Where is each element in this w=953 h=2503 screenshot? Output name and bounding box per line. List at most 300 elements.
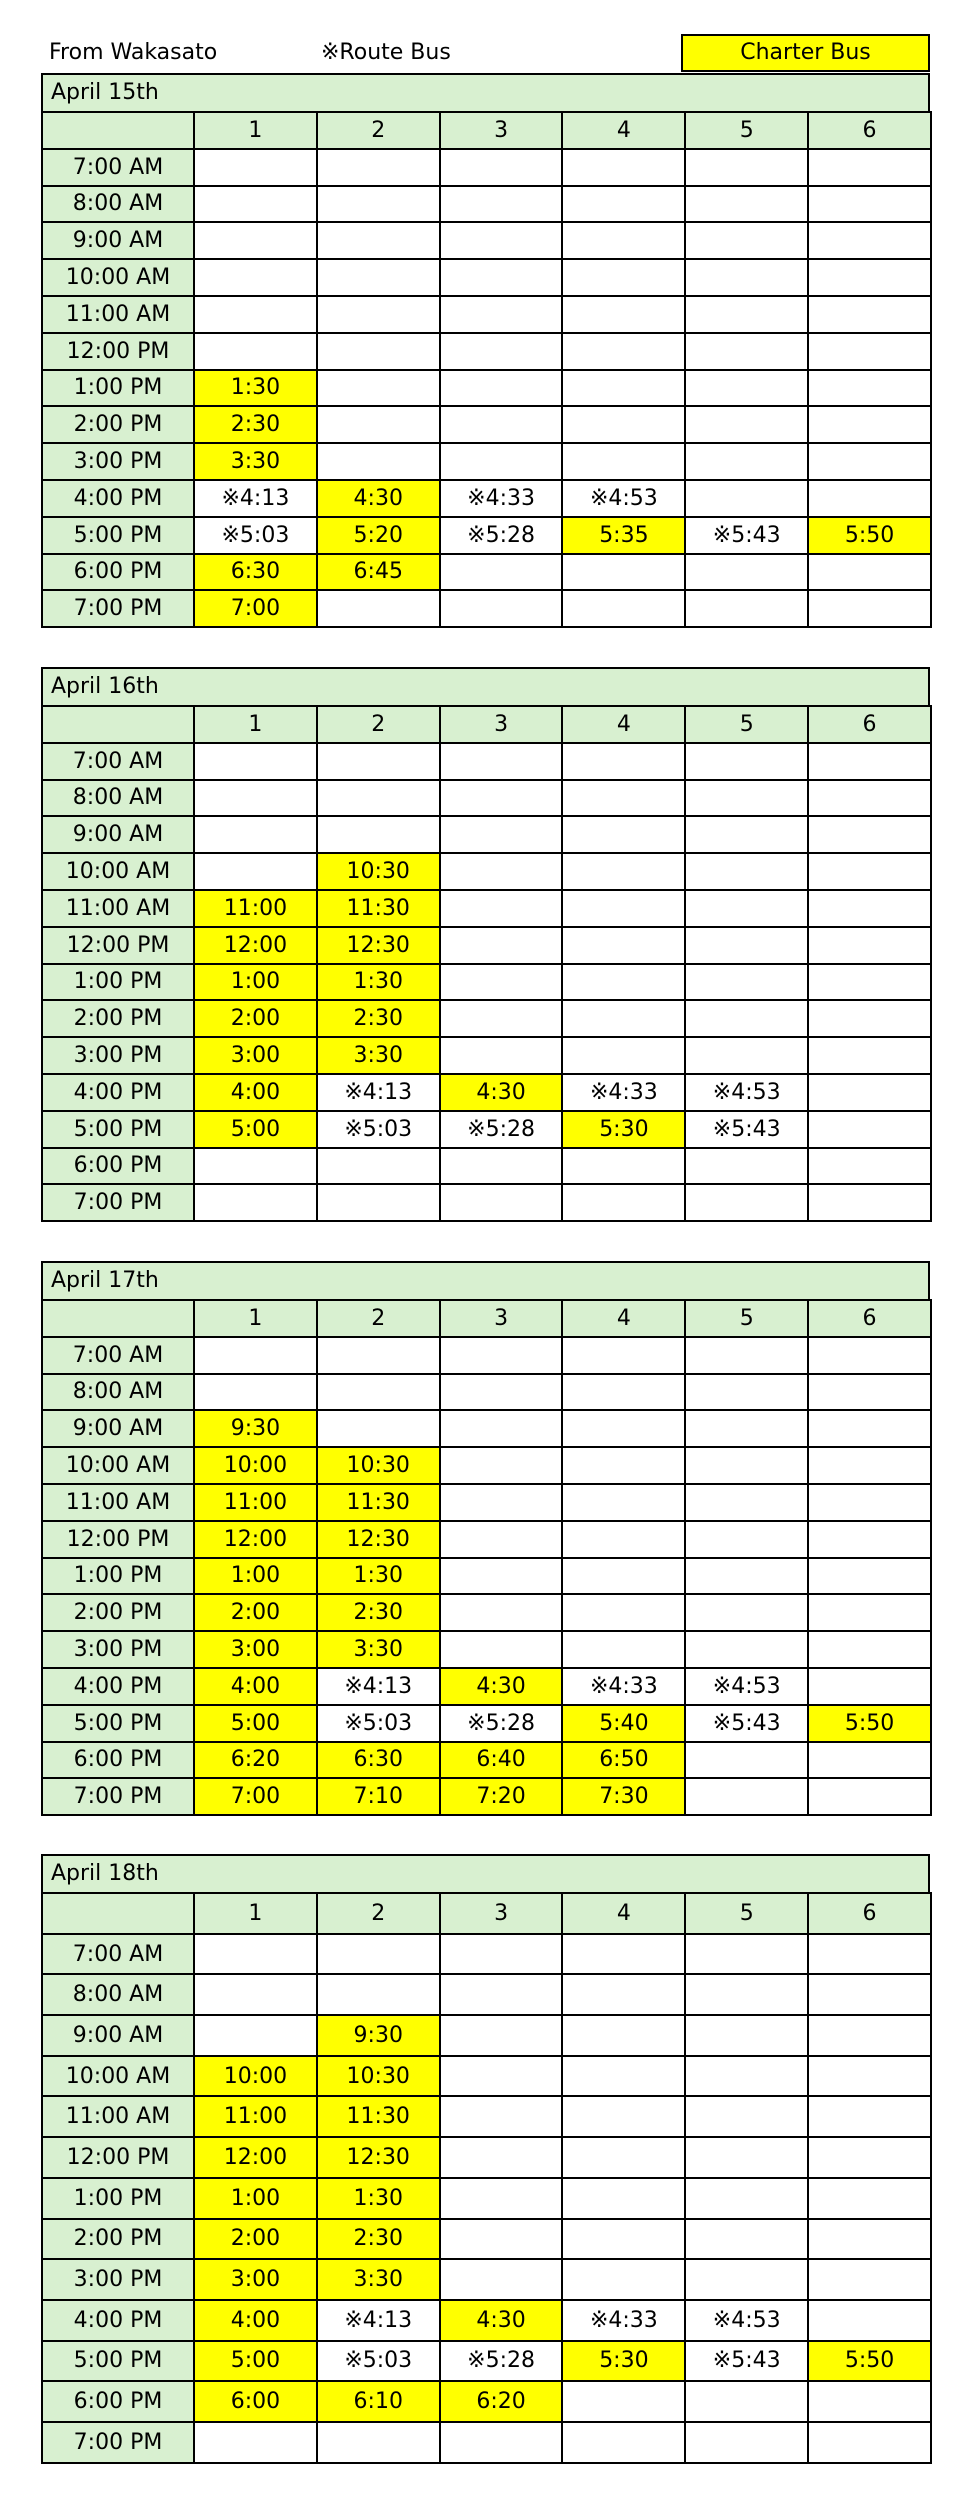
empty-slot: [440, 1484, 563, 1521]
empty-slot: [685, 406, 808, 443]
empty-slot: [562, 1521, 685, 1558]
table-row: [42, 890, 931, 927]
charter-bus-departure: 5:00: [194, 1705, 317, 1742]
empty-slot: [808, 780, 931, 817]
route-bus-departure: ※4:13: [317, 1668, 440, 1705]
timetable-day-1: [41, 73, 930, 628]
table-row: [42, 2178, 931, 2219]
empty-slot: [685, 1742, 808, 1779]
empty-slot: [808, 890, 931, 927]
charter-bus-departure: 1:30: [317, 1558, 440, 1595]
empty-slot: [808, 1521, 931, 1558]
charter-bus-departure: 5:30: [562, 1111, 685, 1148]
legend-header: [41, 34, 930, 72]
charter-bus-departure: 12:30: [317, 927, 440, 964]
empty-slot: [808, 590, 931, 627]
column-header-4: 4: [562, 1300, 685, 1337]
empty-slot: [808, 480, 931, 517]
table-row: [42, 1558, 931, 1595]
empty-slot: [440, 554, 563, 591]
empty-slot: [685, 853, 808, 890]
empty-slot: [440, 1974, 563, 2015]
empty-slot: [317, 443, 440, 480]
hour-label: 5:00 PM: [42, 517, 194, 554]
column-header-1: 1: [194, 706, 317, 743]
empty-slot: [685, 2381, 808, 2422]
charter-bus-departure: 4:30: [317, 480, 440, 517]
hour-label: 12:00 PM: [42, 333, 194, 370]
charter-bus-departure: 2:00: [194, 1594, 317, 1631]
empty-slot: [808, 1074, 931, 1111]
route-bus-departure: ※4:33: [562, 1074, 685, 1111]
table-row: [42, 1631, 931, 1668]
empty-slot: [440, 927, 563, 964]
route-bus-departure: ※4:13: [317, 2300, 440, 2341]
charter-bus-departure: 3:00: [194, 2259, 317, 2300]
empty-slot: [440, 1037, 563, 1074]
day-title: April 15th: [41, 73, 930, 111]
empty-slot: [562, 1594, 685, 1631]
charter-bus-departure: 10:00: [194, 2056, 317, 2097]
table-row: [42, 1074, 931, 1111]
empty-slot: [194, 2422, 317, 2463]
empty-slot: [440, 149, 563, 186]
charter-bus-departure: 12:00: [194, 1521, 317, 1558]
empty-slot: [808, 406, 931, 443]
hour-label: 8:00 AM: [42, 1974, 194, 2015]
table-row: [42, 186, 931, 223]
empty-slot: [685, 1374, 808, 1411]
route-bus-departure: ※5:43: [685, 517, 808, 554]
hour-label: 3:00 PM: [42, 1631, 194, 1668]
empty-slot: [808, 1974, 931, 2015]
table-row: [42, 1374, 931, 1411]
empty-slot: [685, 296, 808, 333]
empty-slot: [562, 2137, 685, 2178]
route-bus-departure: ※5:43: [685, 2341, 808, 2382]
empty-slot: [685, 2137, 808, 2178]
column-header-5: 5: [685, 1300, 808, 1337]
column-header-2: 2: [317, 112, 440, 149]
empty-slot: [440, 186, 563, 223]
hour-label: 10:00 AM: [42, 259, 194, 296]
empty-slot: [808, 554, 931, 591]
route-bus-departure: ※4:13: [317, 1074, 440, 1111]
empty-slot: [562, 186, 685, 223]
empty-slot: [808, 1558, 931, 1595]
empty-slot: [562, 964, 685, 1001]
empty-slot: [317, 2422, 440, 2463]
charter-bus-departure: 10:00: [194, 1447, 317, 1484]
empty-slot: [562, 259, 685, 296]
empty-slot: [562, 780, 685, 817]
charter-bus-departure: 4:00: [194, 1074, 317, 1111]
empty-slot: [562, 370, 685, 407]
empty-slot: [808, 186, 931, 223]
table-row: [42, 1484, 931, 1521]
charter-bus-departure: 11:30: [317, 1484, 440, 1521]
charter-bus-departure: 6:10: [317, 2381, 440, 2422]
empty-slot: [808, 1934, 931, 1975]
column-header-2: 2: [317, 1300, 440, 1337]
empty-slot: [562, 1184, 685, 1221]
charter-bus-departure: 6:30: [194, 554, 317, 591]
charter-bus-legend: Charter Bus: [681, 34, 930, 72]
empty-slot: [808, 1037, 931, 1074]
charter-bus-departure: 4:00: [194, 1668, 317, 1705]
empty-slot: [562, 2178, 685, 2219]
hour-label: 7:00 AM: [42, 149, 194, 186]
empty-slot: [562, 1484, 685, 1521]
hour-label: 1:00 PM: [42, 2178, 194, 2219]
column-header-4: 4: [562, 1893, 685, 1934]
empty-slot: [685, 743, 808, 780]
empty-slot: [440, 1184, 563, 1221]
empty-slot: [440, 1410, 563, 1447]
empty-slot: [685, 222, 808, 259]
charter-bus-departure: 12:00: [194, 927, 317, 964]
charter-bus-departure: 11:30: [317, 2096, 440, 2137]
empty-slot: [808, 743, 931, 780]
table-row: [42, 780, 931, 817]
empty-slot: [194, 816, 317, 853]
empty-slot: [194, 1148, 317, 1185]
table-row: [42, 1742, 931, 1779]
empty-slot: [808, 1742, 931, 1779]
table-row: [42, 1037, 931, 1074]
empty-slot: [808, 1594, 931, 1631]
empty-slot: [562, 2096, 685, 2137]
column-header-5: 5: [685, 112, 808, 149]
route-bus-departure: ※5:28: [440, 517, 563, 554]
empty-slot: [562, 853, 685, 890]
table-row: [42, 927, 931, 964]
charter-bus-departure: 11:00: [194, 890, 317, 927]
route-bus-departure: ※4:53: [685, 1668, 808, 1705]
charter-bus-departure: 2:30: [317, 2219, 440, 2260]
route-bus-departure: ※4:13: [194, 480, 317, 517]
charter-bus-departure: 5:40: [562, 1705, 685, 1742]
charter-bus-departure: 1:00: [194, 2178, 317, 2219]
empty-slot: [317, 590, 440, 627]
table-row: [42, 1184, 931, 1221]
charter-bus-departure: 1:30: [317, 964, 440, 1001]
table-row: [42, 2137, 931, 2178]
charter-bus-departure: 3:00: [194, 1631, 317, 1668]
hour-label: 8:00 AM: [42, 1374, 194, 1411]
empty-slot: [194, 1337, 317, 1374]
hour-label: 12:00 PM: [42, 1521, 194, 1558]
charter-bus-departure: 5:35: [562, 517, 685, 554]
route-bus-departure: ※5:43: [685, 1705, 808, 1742]
hour-label: 3:00 PM: [42, 1037, 194, 1074]
charter-bus-departure: 11:30: [317, 890, 440, 927]
table-row: [42, 1337, 931, 1374]
hour-label: 7:00 PM: [42, 590, 194, 627]
day-title: April 16th: [41, 667, 930, 705]
table-row: [42, 1148, 931, 1185]
empty-slot: [562, 2422, 685, 2463]
table-row: [42, 590, 931, 627]
charter-bus-departure: 5:00: [194, 2341, 317, 2382]
empty-slot: [440, 222, 563, 259]
empty-slot: [808, 2056, 931, 2097]
empty-slot: [808, 2259, 931, 2300]
hour-label: 6:00 PM: [42, 1742, 194, 1779]
empty-slot: [685, 333, 808, 370]
table-row: [42, 296, 931, 333]
charter-bus-departure: 5:50: [808, 1705, 931, 1742]
table-row: [42, 1000, 931, 1037]
table-row: [42, 2015, 931, 2056]
table-row: [42, 816, 931, 853]
empty-slot: [562, 816, 685, 853]
charter-bus-departure: 4:00: [194, 2300, 317, 2341]
charter-bus-departure: 9:30: [317, 2015, 440, 2056]
charter-bus-departure: 9:30: [194, 1410, 317, 1447]
charter-bus-departure: 6:50: [562, 1742, 685, 1779]
empty-slot: [685, 1558, 808, 1595]
charter-bus-departure: 2:00: [194, 1000, 317, 1037]
empty-slot: [685, 1184, 808, 1221]
empty-slot: [562, 1337, 685, 1374]
empty-slot: [808, 1184, 931, 1221]
empty-slot: [194, 1374, 317, 1411]
empty-slot: [194, 1184, 317, 1221]
empty-slot: [685, 443, 808, 480]
empty-slot: [317, 1184, 440, 1221]
empty-slot: [562, 554, 685, 591]
empty-slot: [685, 1934, 808, 1975]
charter-bus-departure: 12:00: [194, 2137, 317, 2178]
empty-slot: [440, 1148, 563, 1185]
empty-slot: [685, 2219, 808, 2260]
column-header-3: 3: [440, 1300, 563, 1337]
column-header-4: 4: [562, 112, 685, 149]
empty-slot: [562, 1148, 685, 1185]
table-row: [42, 149, 931, 186]
table-row: [42, 2096, 931, 2137]
empty-slot: [808, 2300, 931, 2341]
charter-bus-departure: 2:30: [317, 1594, 440, 1631]
charter-bus-departure: 3:30: [194, 443, 317, 480]
route-bus-departure: ※5:28: [440, 1111, 563, 1148]
empty-slot: [562, 1558, 685, 1595]
route-bus-departure: ※4:33: [562, 2300, 685, 2341]
empty-slot: [808, 1111, 931, 1148]
table-row: [42, 1111, 931, 1148]
hour-label: 6:00 PM: [42, 1148, 194, 1185]
hour-label: 11:00 AM: [42, 2096, 194, 2137]
empty-slot: [685, 1037, 808, 1074]
charter-bus-departure: 7:00: [194, 1778, 317, 1815]
empty-slot: [808, 259, 931, 296]
hour-label: 4:00 PM: [42, 480, 194, 517]
empty-slot: [685, 590, 808, 627]
table-row: [42, 2341, 931, 2382]
empty-slot: [562, 890, 685, 927]
hour-label: 6:00 PM: [42, 554, 194, 591]
table-row: [42, 1934, 931, 1975]
empty-slot: [317, 1337, 440, 1374]
empty-slot: [440, 1337, 563, 1374]
empty-slot: [440, 1558, 563, 1595]
charter-bus-departure: 1:00: [194, 1558, 317, 1595]
hour-label: 11:00 AM: [42, 296, 194, 333]
charter-bus-departure: 7:20: [440, 1778, 563, 1815]
charter-bus-departure: 7:10: [317, 1778, 440, 1815]
empty-slot: [808, 2015, 931, 2056]
hour-label: 7:00 AM: [42, 743, 194, 780]
column-header-3: 3: [440, 112, 563, 149]
empty-slot: [808, 816, 931, 853]
charter-bus-departure: 7:30: [562, 1778, 685, 1815]
empty-slot: [685, 1000, 808, 1037]
empty-slot: [194, 259, 317, 296]
empty-slot: [562, 1974, 685, 2015]
empty-slot: [562, 1037, 685, 1074]
table-row: [42, 1705, 931, 1742]
route-bus-departure: ※5:28: [440, 2341, 563, 2382]
empty-slot: [562, 590, 685, 627]
origin-label: From Wakasato: [49, 40, 218, 65]
empty-slot: [194, 1974, 317, 2015]
column-header-4: 4: [562, 706, 685, 743]
table-row: [42, 406, 931, 443]
empty-slot: [440, 2015, 563, 2056]
hour-label: 2:00 PM: [42, 2219, 194, 2260]
route-bus-departure: ※4:53: [685, 1074, 808, 1111]
empty-slot: [808, 1778, 931, 1815]
charter-bus-departure: 11:00: [194, 1484, 317, 1521]
column-header-row: [42, 1300, 931, 1337]
empty-slot: [317, 780, 440, 817]
table-row: [42, 1447, 931, 1484]
route-bus-departure: ※5:03: [317, 2341, 440, 2382]
hour-label: 4:00 PM: [42, 1668, 194, 1705]
route-bus-departure: ※4:33: [562, 1668, 685, 1705]
empty-slot: [808, 2178, 931, 2219]
charter-bus-departure: 4:30: [440, 1668, 563, 1705]
column-header-3: 3: [440, 1893, 563, 1934]
empty-slot: [808, 296, 931, 333]
charter-bus-departure: 5:30: [562, 2341, 685, 2382]
hour-label: 11:00 AM: [42, 1484, 194, 1521]
empty-slot: [440, 890, 563, 927]
table-row: [42, 2056, 931, 2097]
empty-slot: [808, 2381, 931, 2422]
hour-label: 9:00 AM: [42, 1410, 194, 1447]
empty-slot: [317, 222, 440, 259]
empty-slot: [808, 149, 931, 186]
empty-slot: [194, 2015, 317, 2056]
empty-slot: [440, 1374, 563, 1411]
hour-label: 6:00 PM: [42, 2381, 194, 2422]
empty-slot: [440, 816, 563, 853]
empty-slot: [440, 743, 563, 780]
empty-slot: [808, 927, 931, 964]
empty-slot: [562, 406, 685, 443]
table-row: [42, 443, 931, 480]
empty-slot: [685, 1631, 808, 1668]
table-row: [42, 853, 931, 890]
table-row: [42, 554, 931, 591]
empty-slot: [808, 2422, 931, 2463]
table-row: [42, 480, 931, 517]
empty-slot: [685, 2178, 808, 2219]
empty-slot: [562, 2056, 685, 2097]
empty-slot: [562, 1447, 685, 1484]
hour-label: 7:00 PM: [42, 1184, 194, 1221]
charter-bus-departure: 10:30: [317, 2056, 440, 2097]
empty-slot: [685, 1974, 808, 2015]
column-header-2: 2: [317, 1893, 440, 1934]
table-row: [42, 1778, 931, 1815]
route-bus-departure: ※4:33: [440, 480, 563, 517]
empty-slot: [440, 2137, 563, 2178]
empty-slot: [562, 927, 685, 964]
empty-slot: [685, 890, 808, 927]
table-row: [42, 2300, 931, 2341]
empty-slot: [440, 296, 563, 333]
hour-label: 5:00 PM: [42, 2341, 194, 2382]
empty-slot: [685, 927, 808, 964]
empty-slot: [440, 406, 563, 443]
empty-slot: [808, 853, 931, 890]
empty-slot: [685, 1447, 808, 1484]
hour-label: 3:00 PM: [42, 2259, 194, 2300]
empty-slot: [685, 2259, 808, 2300]
charter-bus-departure: 1:30: [194, 370, 317, 407]
empty-slot: [808, 1484, 931, 1521]
column-header-1: 1: [194, 1893, 317, 1934]
route-bus-departure: ※5:43: [685, 1111, 808, 1148]
empty-slot: [194, 853, 317, 890]
hour-label: 11:00 AM: [42, 890, 194, 927]
empty-slot: [440, 443, 563, 480]
empty-slot: [808, 1148, 931, 1185]
column-header-6: 6: [808, 1893, 931, 1934]
charter-bus-departure: 5:50: [808, 2341, 931, 2382]
column-header-row: [42, 706, 931, 743]
empty-slot: [317, 186, 440, 223]
empty-slot: [317, 816, 440, 853]
empty-slot: [562, 222, 685, 259]
table-row: [42, 1521, 931, 1558]
hour-label: 7:00 PM: [42, 1778, 194, 1815]
hour-label: 10:00 AM: [42, 1447, 194, 1484]
day-title: April 18th: [41, 1854, 930, 1892]
empty-slot: [440, 780, 563, 817]
empty-slot: [440, 964, 563, 1001]
hour-label: 4:00 PM: [42, 2300, 194, 2341]
charter-bus-departure: 2:30: [194, 406, 317, 443]
empty-slot: [562, 1410, 685, 1447]
hour-label: 4:00 PM: [42, 1074, 194, 1111]
empty-slot: [317, 406, 440, 443]
hour-label: 8:00 AM: [42, 780, 194, 817]
empty-slot: [808, 1447, 931, 1484]
empty-slot: [440, 370, 563, 407]
empty-slot: [440, 259, 563, 296]
corner-cell: [42, 1893, 194, 1934]
empty-slot: [440, 1521, 563, 1558]
hour-label: 8:00 AM: [42, 186, 194, 223]
empty-slot: [808, 443, 931, 480]
empty-slot: [440, 590, 563, 627]
charter-bus-departure: 12:30: [317, 1521, 440, 1558]
empty-slot: [562, 1631, 685, 1668]
